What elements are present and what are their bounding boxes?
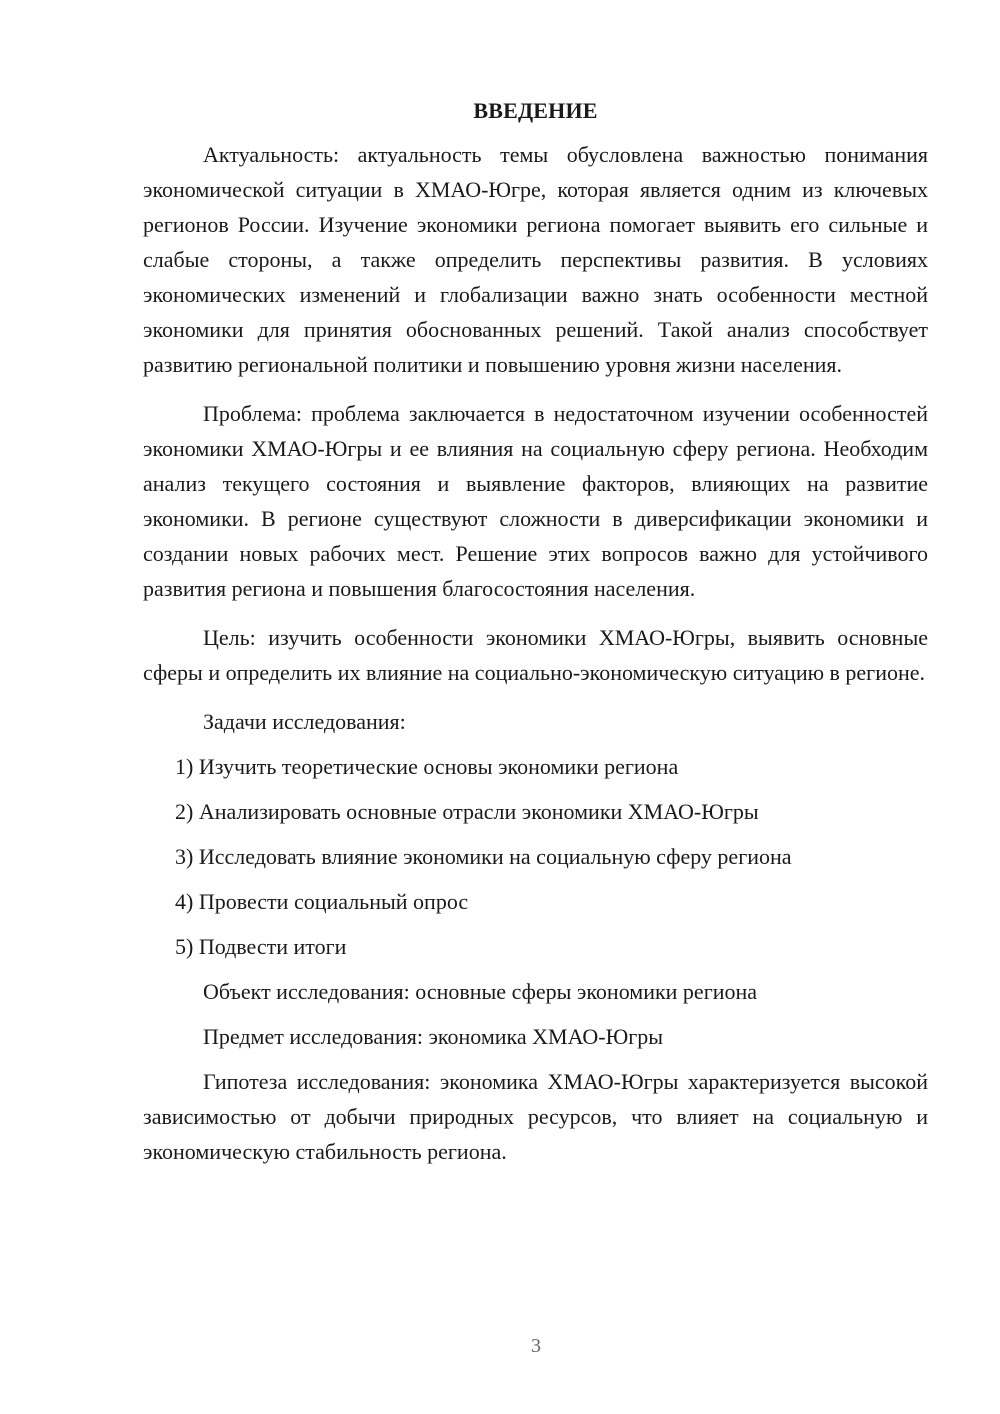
task-item-3: 3) Исследовать влияние экономики на социальную сферу региона bbox=[175, 844, 792, 869]
task-item-1: 1) Изучить теоретические основы экономики региона bbox=[175, 754, 679, 779]
problem-paragraph: Проблема: проблема заключается в недостаточном изучении особенностей экономики ХМАО-Югры и ее влияния на социальную сферу региона. Необходим анализ текущего состояния и выявление факторов, влияющих на развитие экономики. В регионе существуют сложности в диверсификации экономики и создании новых рабочих мест. Решение этих вопросов важно для устойчивого развития региона и повышения благосостояния населения. bbox=[143, 401, 928, 601]
document-page bbox=[143, 96, 928, 1183]
page-number: 3 bbox=[531, 1335, 541, 1357]
tasks-title: Задачи исследования: bbox=[203, 709, 406, 734]
task-item-2: 2) Анализировать основные отрасли экономики ХМАО-Югры bbox=[175, 799, 759, 824]
hypothesis-paragraph: Гипотеза исследования: экономика ХМАО-Югры характеризуется высокой зависимостью от добычи природных ресурсов, что влияет на социальную и экономическую стабильность региона. bbox=[143, 1069, 928, 1164]
relevance-paragraph: Актуальность: актуальность темы обусловлена важностью понимания экономической ситуации в ХМАО-Югре, которая является одним из ключевых регионов России. Изучение экономики региона помогает выявить его сильные и слабые стороны, а также определить перспективы развития. В условиях экономических изменений и глобализации важно знать особенности местной экономики для принятия обоснованных решений. Такой анализ способствует развитию региональной политики и повышению уровня жизни населения. bbox=[143, 142, 928, 377]
task-item-5: 5) Подвести итоги bbox=[175, 934, 347, 959]
section-heading: ВВЕДЕНИЕ bbox=[473, 98, 598, 123]
task-item-4: 4) Провести социальный опрос bbox=[175, 889, 469, 914]
research-object: Объект исследования: основные сферы экономики региона bbox=[203, 979, 758, 1004]
goal-paragraph: Цель: изучить особенности экономики ХМАО-Югры, выявить основные сферы и определить их влияние на социально-экономическую ситуацию в регионе. bbox=[143, 625, 928, 685]
research-subject: Предмет исследования: экономика ХМАО-Югры bbox=[203, 1024, 664, 1049]
